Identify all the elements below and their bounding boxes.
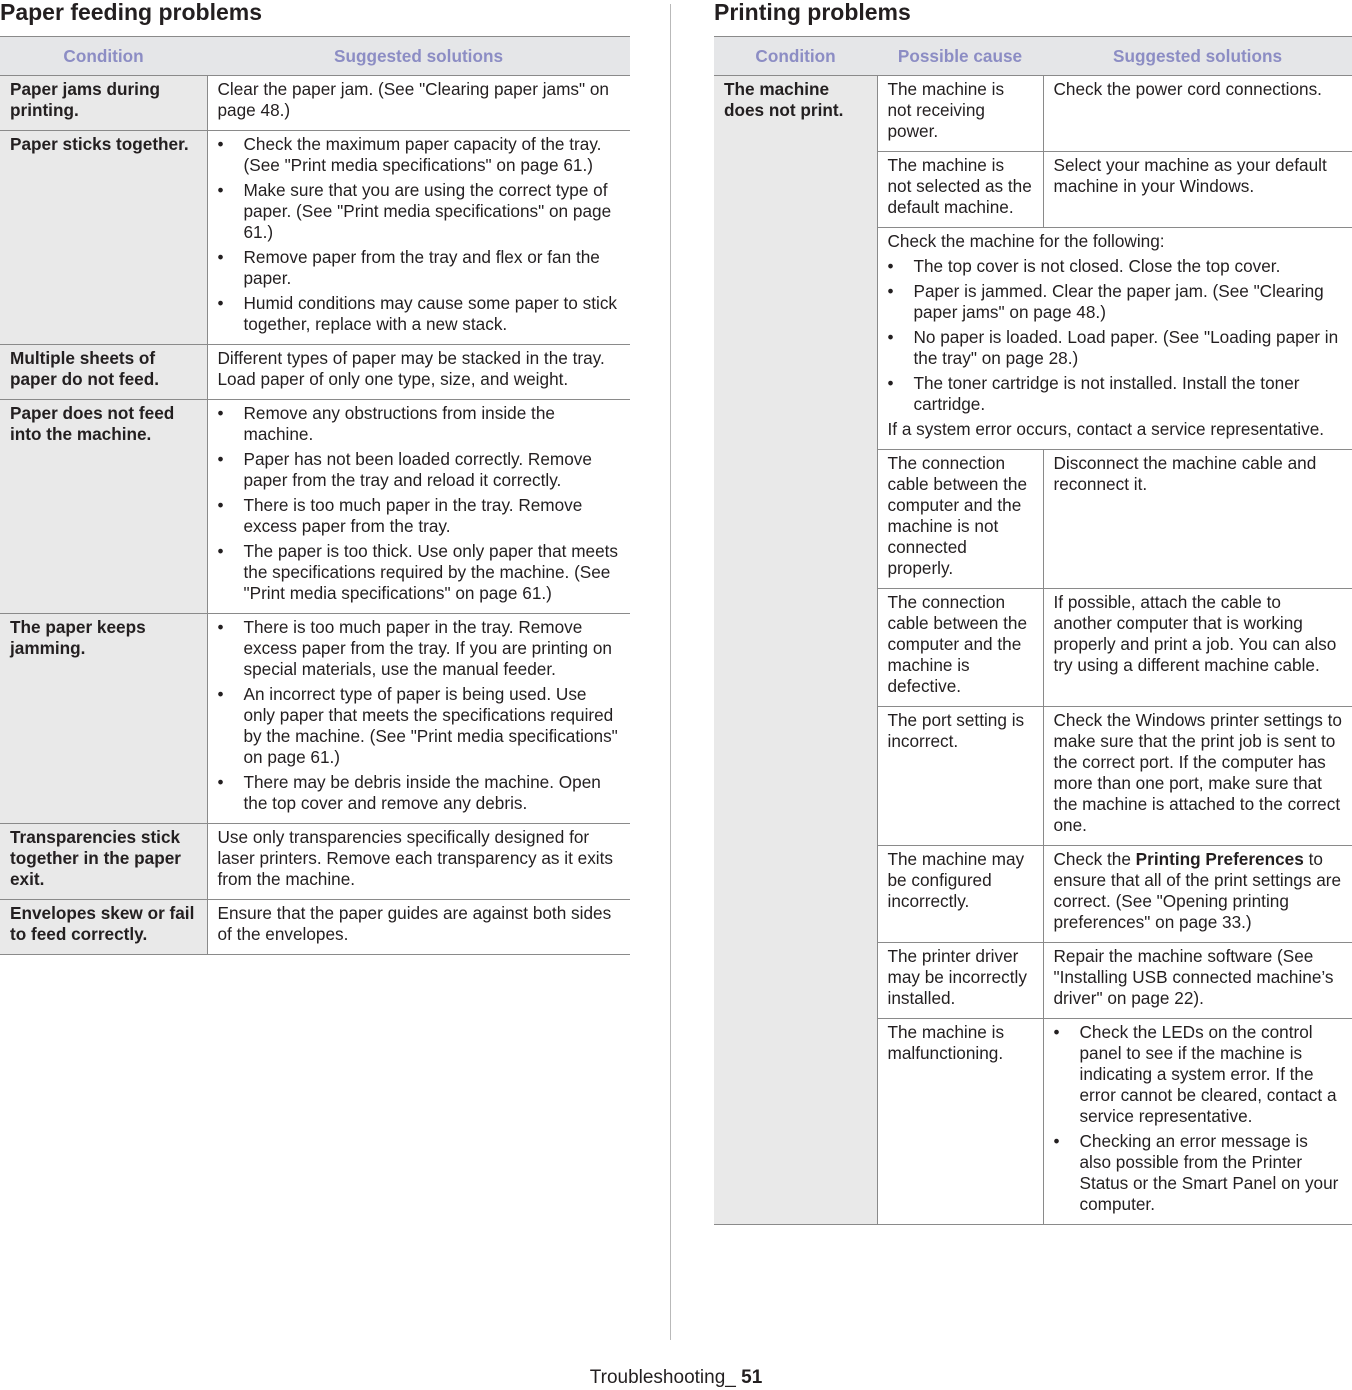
bullet-icon: • bbox=[887, 373, 894, 393]
bullet-icon: • bbox=[887, 327, 894, 347]
list-item bbox=[888, 281, 1343, 323]
bullet-icon: • bbox=[217, 617, 224, 637]
list-item bbox=[1054, 1022, 1343, 1127]
bullet-icon: • bbox=[887, 256, 894, 276]
list-item-text: Check the maximum paper capacity of the tray. (See "Print media specifications" on page 61.) bbox=[243, 134, 602, 175]
list-item-text: Paper has not been loaded correctly. Remove paper from the tray and reload it correctly. bbox=[243, 449, 592, 490]
cause-cell: The machine may be configured incorrectly. bbox=[877, 846, 1043, 943]
column-divider bbox=[670, 4, 671, 1340]
header-suggested-solutions: Suggested solutions bbox=[207, 37, 630, 76]
header-condition: Condition bbox=[0, 37, 207, 76]
list-item-text: The toner cartridge is not installed. Install the toner cartridge. bbox=[913, 373, 1300, 414]
table-row bbox=[0, 900, 630, 955]
table-row bbox=[0, 131, 630, 345]
paper-feeding-table bbox=[0, 36, 630, 955]
solution-cell: Clear the paper jam. (See "Clearing paper jams" on page 48.) bbox=[207, 76, 630, 131]
printing-problems-section bbox=[714, 0, 1352, 1225]
solution-cell: Select your machine as your default machine in your Windows. bbox=[1043, 152, 1352, 228]
cause-cell: The machine is malfunctioning. bbox=[877, 1019, 1043, 1225]
solution-cell: Ensure that the paper guides are against both sides of the envelopes. bbox=[207, 900, 630, 955]
table-row bbox=[0, 76, 630, 131]
solution-cell bbox=[207, 400, 630, 614]
bullet-icon: • bbox=[217, 541, 224, 561]
bullet-icon: • bbox=[217, 684, 224, 704]
list-item bbox=[888, 373, 1343, 415]
condition-cell: Paper jams during printing. bbox=[0, 76, 207, 131]
bullet-icon: • bbox=[217, 134, 224, 154]
solution-list bbox=[218, 617, 621, 814]
list-item bbox=[218, 541, 621, 604]
solution-text-post: to ensure that all of the print settings are correct. (See "Opening printing preferences" on page 33.) bbox=[1053, 849, 1342, 932]
condition-cell: Transparencies stick together in the paper exit. bbox=[0, 824, 207, 900]
solution-cell: Disconnect the machine cable and reconnect it. bbox=[1043, 450, 1352, 589]
table-row bbox=[0, 345, 630, 400]
list-item-text: Paper is jammed. Clear the paper jam. (See "Clearing paper jams" on page 48.) bbox=[913, 281, 1324, 322]
condition-cell: The paper keeps jamming. bbox=[0, 614, 207, 824]
condition-cell: Paper sticks together. bbox=[0, 131, 207, 345]
header-possible-cause: Possible cause bbox=[877, 37, 1043, 76]
solution-cell bbox=[877, 228, 1352, 450]
cause-cell: The connection cable between the computer and the machine is not connected properly. bbox=[877, 450, 1043, 589]
list-item-text: Remove any obstructions from inside the machine. bbox=[243, 403, 555, 444]
solution-text-pre: Check the bbox=[1053, 849, 1136, 869]
solution-cell: Check the power cord connections. bbox=[1043, 76, 1352, 152]
bullet-icon: • bbox=[1053, 1022, 1060, 1042]
condition-cell: The machine does not print. bbox=[714, 76, 877, 1225]
paper-feeding-section bbox=[0, 0, 630, 955]
checklist-intro: Check the machine for the following: bbox=[887, 231, 1165, 251]
list-item bbox=[218, 180, 621, 243]
cause-cell: The connection cable between the computer and the machine is defective. bbox=[877, 589, 1043, 707]
list-item-text: The top cover is not closed. Close the top cover. bbox=[913, 256, 1281, 276]
printing-problems-title: Printing problems bbox=[714, 0, 911, 25]
list-item bbox=[218, 495, 621, 537]
solution-cell bbox=[207, 614, 630, 824]
printing-preferences-term: Printing Preferences bbox=[1135, 849, 1304, 869]
condition-cell: Paper does not feed into the machine. bbox=[0, 400, 207, 614]
list-item bbox=[218, 247, 621, 289]
solution-cell: Check the Windows printer settings to make sure that the print job is sent to the correct port. If the computer has more than one port, make sure that the machine is attached to the correct one. bbox=[1043, 707, 1352, 846]
bullet-icon: • bbox=[887, 281, 894, 301]
bullet-icon: • bbox=[217, 403, 224, 423]
cause-cell: The machine is not receiving power. bbox=[877, 76, 1043, 152]
list-item-text: An incorrect type of paper is being used. Use only paper that meets the specifications required by the machine. (See "Print media specifications" on page 61.) bbox=[243, 684, 618, 767]
cause-cell: The port setting is incorrect. bbox=[877, 707, 1043, 846]
list-item bbox=[888, 256, 1343, 277]
list-item-text: Remove paper from the tray and flex or fan the paper. bbox=[243, 247, 600, 288]
bullet-icon: • bbox=[1053, 1131, 1060, 1151]
list-item-text: The paper is too thick. Use only paper that meets the specifications required by the machine. (See "Print media specifications" on page 61.) bbox=[243, 541, 618, 603]
condition-cell: Multiple sheets of paper do not feed. bbox=[0, 345, 207, 400]
list-item-text: No paper is loaded. Load paper. (See "Loading paper in the tray" on page 28.) bbox=[913, 327, 1339, 368]
header-suggested-solutions: Suggested solutions bbox=[1043, 37, 1352, 76]
solution-list bbox=[1054, 1022, 1343, 1215]
checklist-outro: If a system error occurs, contact a service representative. bbox=[887, 419, 1325, 439]
solution-list bbox=[218, 403, 621, 604]
list-item bbox=[218, 772, 621, 814]
condition-cell: Envelopes skew or fail to feed correctly. bbox=[0, 900, 207, 955]
list-item-text: There may be debris inside the machine. Open the top cover and remove any debris. bbox=[243, 772, 601, 813]
list-item bbox=[1054, 1131, 1343, 1215]
bullet-icon: • bbox=[217, 449, 224, 469]
solution-cell bbox=[207, 131, 630, 345]
cause-cell: The printer driver may be incorrectly installed. bbox=[877, 943, 1043, 1019]
list-item-text: Check the LEDs on the control panel to see if the machine is indicating a system error. If the error cannot be cleared, contact a service representative. bbox=[1079, 1022, 1337, 1126]
list-item bbox=[218, 617, 621, 680]
bullet-icon: • bbox=[217, 247, 224, 267]
list-item-text: Humid conditions may cause some paper to stick together, replace with a new stack. bbox=[243, 293, 618, 334]
table-row bbox=[0, 614, 630, 824]
solution-cell bbox=[1043, 1019, 1352, 1225]
solution-cell: Different types of paper may be stacked in the tray. Load paper of only one type, size, and weight. bbox=[207, 345, 630, 400]
list-item-text: There is too much paper in the tray. Remove excess paper from the tray. bbox=[243, 495, 583, 536]
page-footer bbox=[0, 1366, 1352, 1390]
page-number: 51 bbox=[741, 1367, 763, 1388]
header-condition: Condition bbox=[714, 37, 877, 76]
list-item bbox=[218, 134, 621, 176]
paper-feeding-title: Paper feeding problems bbox=[0, 0, 263, 25]
list-item bbox=[218, 403, 621, 445]
bullet-icon: • bbox=[217, 180, 224, 200]
list-item bbox=[218, 293, 621, 335]
table-row bbox=[0, 400, 630, 614]
table-row bbox=[0, 824, 630, 900]
list-item bbox=[888, 327, 1343, 369]
solution-cell bbox=[1043, 846, 1352, 943]
bullet-icon: • bbox=[217, 495, 224, 515]
solution-cell: Repair the machine software (See "Installing USB connected machine’s driver" on page 22). bbox=[1043, 943, 1352, 1019]
list-item bbox=[218, 449, 621, 491]
printing-problems-table bbox=[714, 36, 1352, 1225]
cause-cell: The machine is not selected as the default machine. bbox=[877, 152, 1043, 228]
solution-cell: Use only transparencies specifically designed for laser printers. Remove each transparency as it exits from the machine. bbox=[207, 824, 630, 900]
solution-list bbox=[888, 256, 1343, 415]
list-item-text: Checking an error message is also possible from the Printer Status or the Smart Panel on your computer. bbox=[1079, 1131, 1339, 1214]
table-row bbox=[714, 76, 1352, 152]
solution-list bbox=[218, 134, 621, 335]
footer-section: Troubleshooting_ bbox=[589, 1367, 742, 1388]
bullet-icon: • bbox=[217, 293, 224, 313]
solution-cell: If possible, attach the cable to another computer that is working properly and print a job. You can also try using a different machine cable. bbox=[1043, 589, 1352, 707]
list-item bbox=[218, 684, 621, 768]
list-item-text: Make sure that you are using the correct type of paper. (See "Print media specifications" on page 61.) bbox=[243, 180, 612, 242]
bullet-icon: • bbox=[217, 772, 224, 792]
list-item-text: There is too much paper in the tray. Remove excess paper from the tray. If you are printing on special materials, use the manual feeder. bbox=[243, 617, 612, 679]
